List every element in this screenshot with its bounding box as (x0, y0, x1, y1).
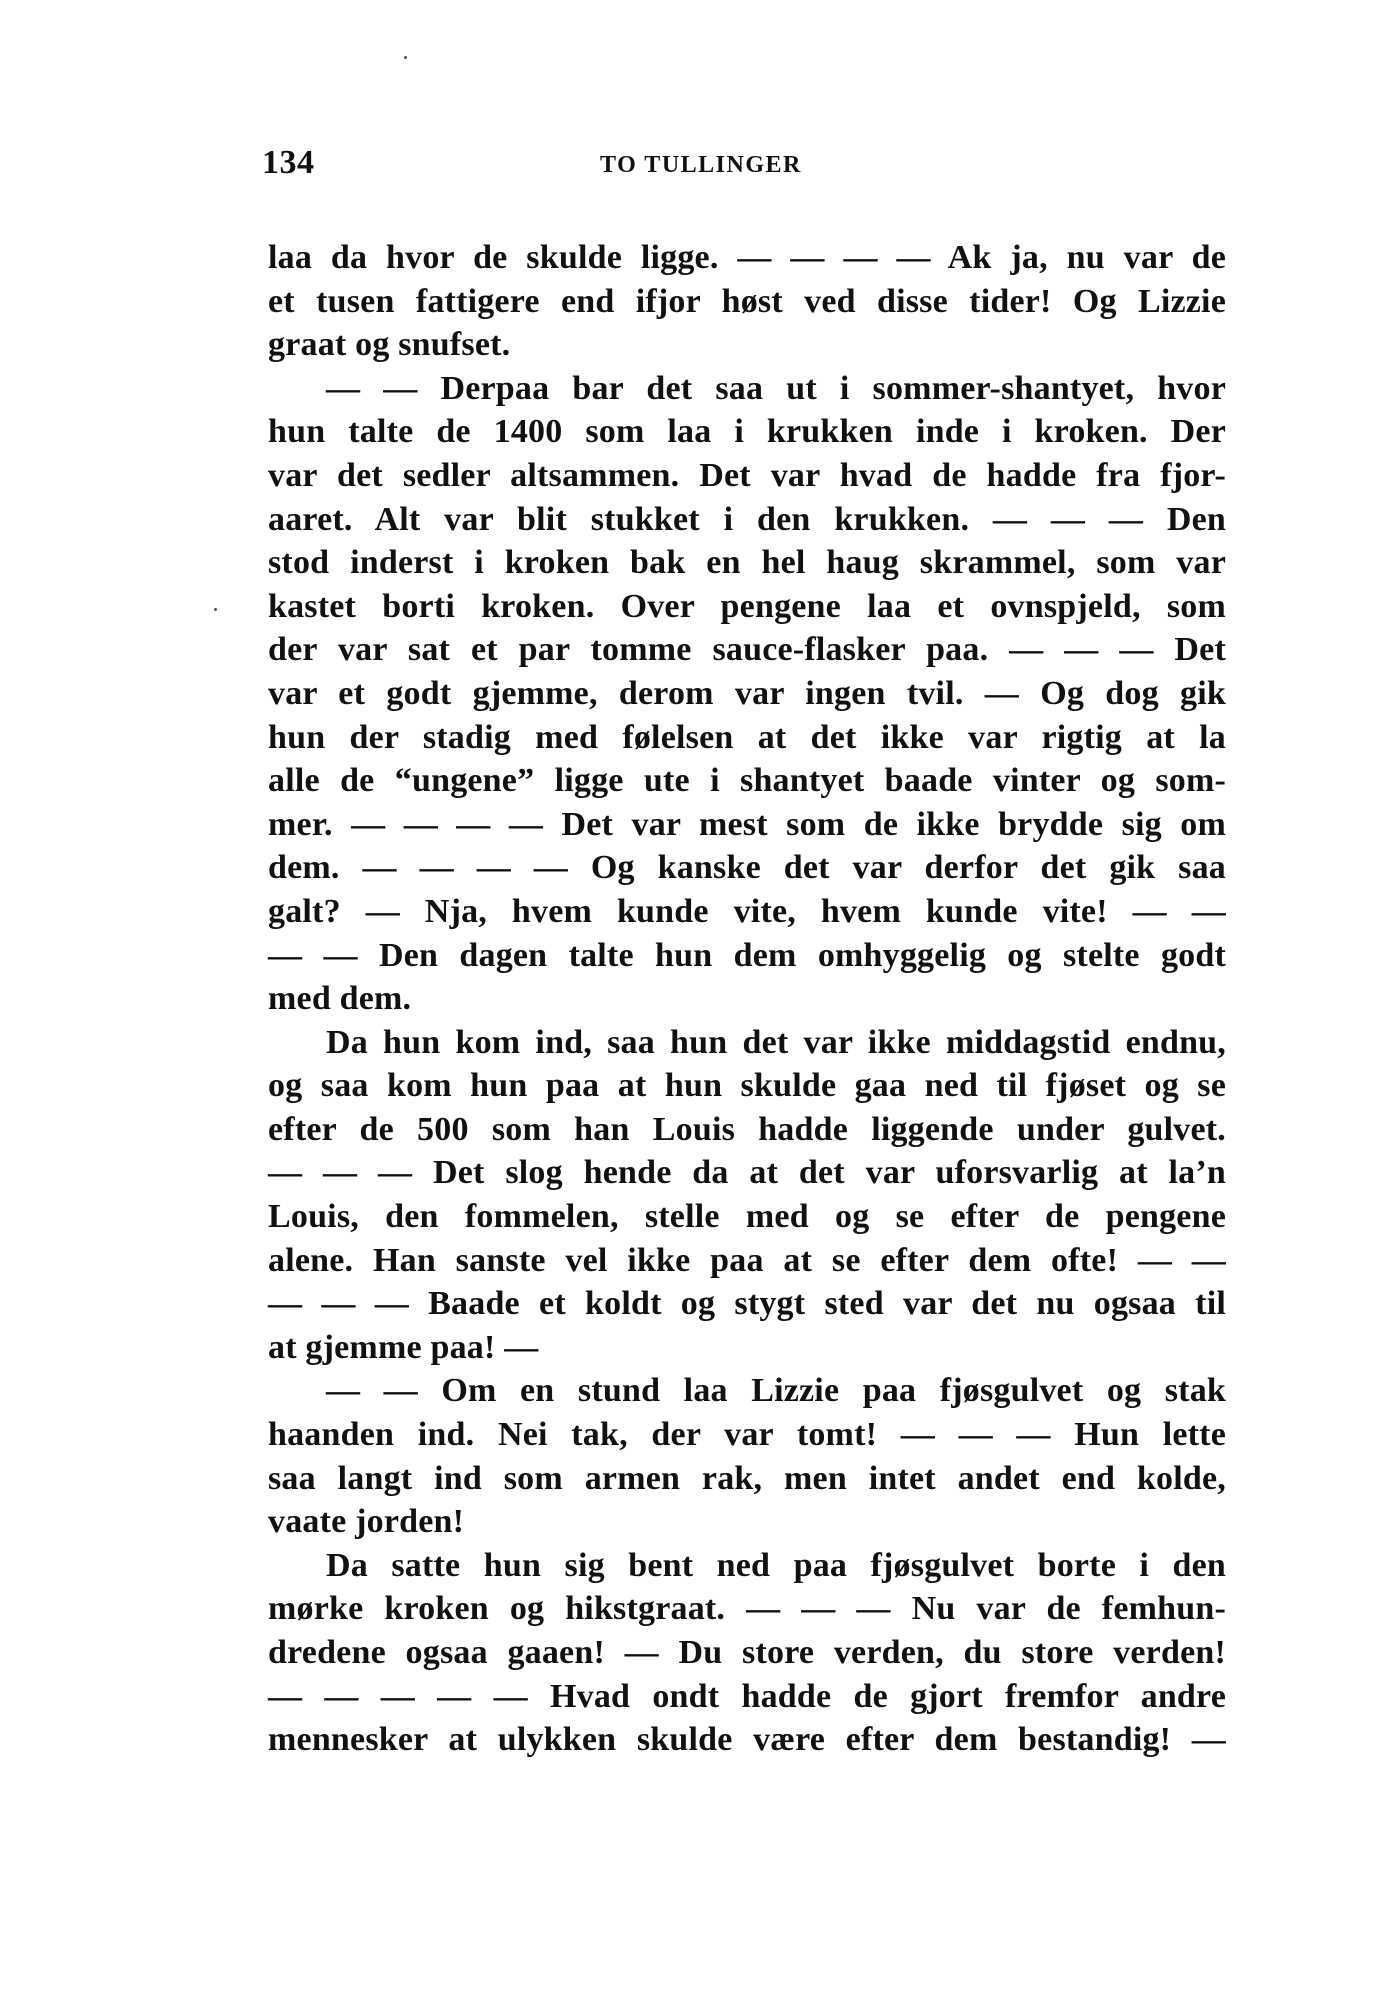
text-line: at gjemme paa! — (268, 1328, 539, 1366)
running-title: TO TULLINGER (600, 152, 802, 178)
text-line: graat og snufset. (268, 326, 511, 364)
text-line: et tusen fattigere end ifjor høst ved disse tider! Og Lizzie (268, 282, 1226, 320)
text-line: hun der stadig med følelsen at det ikke var rigtig at la (268, 718, 1226, 756)
text-line: — — Den dagen talte hun dem omhyggelig og stelte godt (268, 936, 1226, 974)
text-line: alle de “ungene” ligge ute i shantyet baade vinter og som- (268, 762, 1226, 800)
text-line: mer. — — — — Det var mest som de ikke brydde sig om (268, 805, 1226, 843)
text-line: — — Om en stund laa Lizzie paa fjøsgulvet og stak (326, 1372, 1226, 1410)
text-line: saa langt ind som armen rak, men intet andet end kolde, (268, 1459, 1226, 1497)
text-line: og saa kom hun paa at hun skulde gaa ned til fjøset og se (268, 1067, 1226, 1105)
text-line: var et godt gjemme, derom var ingen tvil. — Og dog gik (268, 674, 1226, 712)
text-line: var det sedler altsammen. Det var hvad de hadde fra fjor- (268, 456, 1226, 494)
text-line: — — — — — Hvad ondt hadde de gjort fremfor andre (268, 1677, 1226, 1715)
text-line: vaate jorden! (268, 1503, 465, 1541)
text-line: med dem. (268, 980, 412, 1018)
text-line: kastet borti kroken. Over pengene laa et ovnspjeld, som (268, 587, 1226, 625)
text-line: laa da hvor de skulde ligge. — — — — Ak ja, nu var de (268, 239, 1226, 276)
text-line: hun talte de 1400 som laa i krukken inde i kroken. Der (268, 413, 1226, 451)
text-line: der var sat et par tomme sauce-flasker paa. — — — Det (268, 631, 1226, 669)
text-line: galt? — Nja, hvem kunde vite, hvem kunde vite! — — (268, 892, 1226, 930)
text-line: — — Derpaa bar det saa ut i sommer-shantyet, hvor (326, 369, 1226, 407)
text-line: efter de 500 som han Louis hadde liggende under gulvet. (268, 1110, 1226, 1148)
text-line: alene. Han sanste vel ikke paa at se efter dem ofte! — — (268, 1241, 1226, 1279)
text-line: mennesker at ulykken skulde være efter dem bestandig! — (268, 1721, 1226, 1759)
text-line: — — — Baade et koldt og stygt sted var det nu ogsaa til (268, 1285, 1226, 1323)
text-line: stod inderst i kroken bak en hel haug skrammel, som var (268, 544, 1226, 582)
page-number: 134 (262, 144, 315, 181)
text-line: aaret. Alt var blit stukket i den krukken. — — — Den (268, 500, 1226, 538)
text-line: Louis, den fommelen, stelle med og se efter de pengene (268, 1198, 1226, 1236)
text-line: Da satte hun sig bent ned paa fjøsgulvet borte i den (326, 1546, 1226, 1584)
text-line: dem. — — — — Og kanske det var derfor det gik saa (268, 849, 1226, 887)
text-line: mørke kroken og hikstgraat. — — — Nu var de femhun- (268, 1590, 1226, 1628)
paper-speck (404, 56, 407, 59)
text-line: Da hun kom ind, saa hun det var ikke middagstid endnu, (326, 1023, 1226, 1061)
text-line: haanden ind. Nei tak, der var tomt! — — — Hun lette (268, 1416, 1226, 1454)
body-text (268, 236, 1226, 1762)
paper-speck (214, 608, 217, 611)
text-line: — — — Det slog hende da at det var uforsvarlig at la’n (268, 1154, 1226, 1192)
text-line: dredene ogsaa gaaen! — Du store verden, du store verden! (268, 1634, 1226, 1671)
